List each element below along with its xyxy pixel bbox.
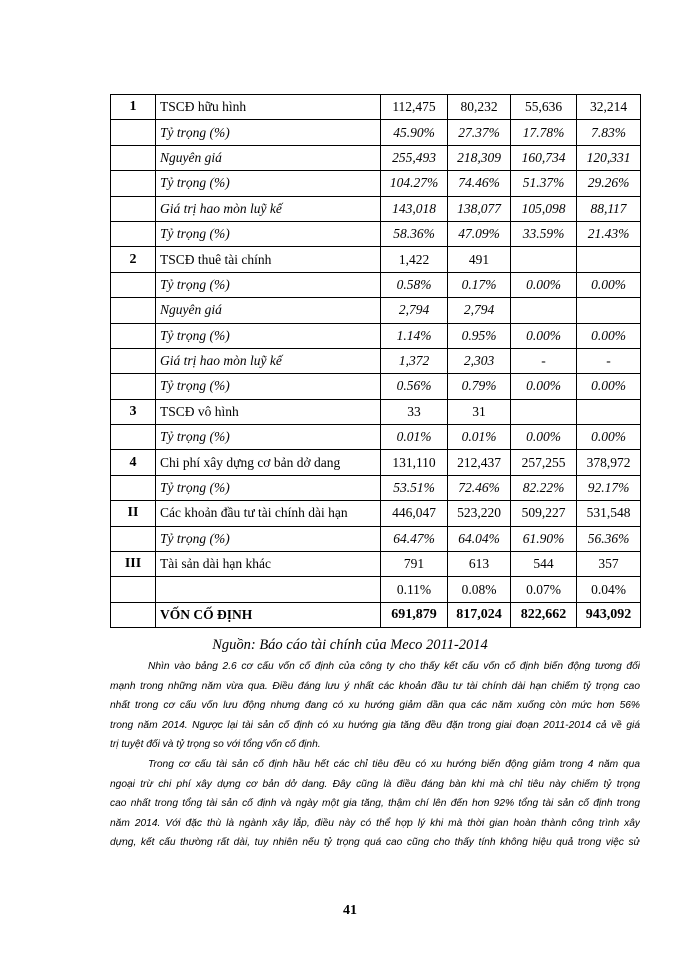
value-cell-year-1: 0.56%: [381, 374, 448, 399]
table-row: [111, 323, 641, 348]
value-cell-year-3: [511, 247, 577, 272]
value-cell-year-4: 21.43%: [577, 221, 641, 246]
value-cell-year-3: 160,734: [511, 145, 577, 170]
value-cell-year-1: 58.36%: [381, 221, 448, 246]
row-index-cell: [111, 602, 156, 627]
table-row: [111, 348, 641, 373]
value-cell-year-1: 446,047: [381, 501, 448, 526]
value-cell-year-2: 0.08%: [448, 577, 511, 602]
value-cell-year-2: 27.37%: [448, 120, 511, 145]
value-cell-year-1: 255,493: [381, 145, 448, 170]
fixed-capital-table: [110, 94, 641, 628]
value-cell-year-3: 509,227: [511, 501, 577, 526]
value-cell-year-2: 138,077: [448, 196, 511, 221]
value-cell-year-4: -: [577, 348, 641, 373]
value-cell-year-3: 33.59%: [511, 221, 577, 246]
table-row: [111, 247, 641, 272]
value-cell-year-3: [511, 399, 577, 424]
row-index-cell: [111, 171, 156, 196]
value-cell-year-3: -: [511, 348, 577, 373]
value-cell-year-2: 491: [448, 247, 511, 272]
value-cell-year-2: 72.46%: [448, 475, 511, 500]
row-label-cell: Tài sản dài hạn khác: [156, 552, 381, 577]
paragraph-line: Nhìn vào bảng 2.6 cơ cấu vốn cố định của công ty cho thấy kết cấu vốn cố định biến động tương đối: [148, 661, 640, 672]
value-cell-year-3: 822,662: [511, 602, 577, 627]
value-cell-year-2: 523,220: [448, 501, 511, 526]
paragraph-line: cao nhất trong tổng tài sản cố định và ngày một gia tăng, thậm chí lên đến hơn 92% tổng tài sản cố định trong: [110, 798, 640, 810]
row-index-cell: [111, 120, 156, 145]
value-cell-year-2: 64.04%: [448, 526, 511, 551]
row-label-cell: Tỷ trọng (%): [156, 221, 381, 246]
value-cell-year-2: 212,437: [448, 450, 511, 475]
row-label-cell: Giá trị hao mòn luỹ kế: [156, 348, 381, 373]
row-index-cell: 1: [111, 95, 156, 120]
value-cell-year-4: 7.83%: [577, 120, 641, 145]
table-row: [111, 374, 641, 399]
value-cell-year-1: 64.47%: [381, 526, 448, 551]
value-cell-year-4: 88,117: [577, 196, 641, 221]
value-cell-year-1: 0.11%: [381, 577, 448, 602]
value-cell-year-4: [577, 298, 641, 323]
value-cell-year-4: 531,548: [577, 501, 641, 526]
value-cell-year-1: 691,879: [381, 602, 448, 627]
value-cell-year-3: 105,098: [511, 196, 577, 221]
value-cell-year-3: 61.90%: [511, 526, 577, 551]
row-label-cell: Tỷ trọng (%): [156, 374, 381, 399]
value-cell-year-4: 0.00%: [577, 425, 641, 450]
value-cell-year-2: 0.79%: [448, 374, 511, 399]
row-index-cell: [111, 323, 156, 348]
row-index-cell: [111, 272, 156, 297]
row-index-cell: 2: [111, 247, 156, 272]
table-row: [111, 602, 641, 627]
value-cell-year-2: 2,303: [448, 348, 511, 373]
value-cell-year-4: 0.00%: [577, 374, 641, 399]
value-cell-year-4: 357: [577, 552, 641, 577]
table-row: [111, 425, 641, 450]
row-label-cell: Các khoản đầu tư tài chính dài hạn: [156, 501, 381, 526]
value-cell-year-1: 112,475: [381, 95, 448, 120]
value-cell-year-4: [577, 399, 641, 424]
value-cell-year-3: 544: [511, 552, 577, 577]
table-row: [111, 501, 641, 526]
table-row: [111, 120, 641, 145]
value-cell-year-2: 0.01%: [448, 425, 511, 450]
table-row: [111, 221, 641, 246]
value-cell-year-1: 53.51%: [381, 475, 448, 500]
row-index-cell: 4: [111, 450, 156, 475]
value-cell-year-4: 0.04%: [577, 577, 641, 602]
table-row: [111, 298, 641, 323]
row-label-cell: Nguyên giá: [156, 298, 381, 323]
value-cell-year-3: 82.22%: [511, 475, 577, 500]
value-cell-year-4: 0.00%: [577, 323, 641, 348]
row-label-cell: Nguyên giá: [156, 145, 381, 170]
row-label-cell: Tỷ trọng (%): [156, 475, 381, 500]
paragraph-line: năm 2014. Với đặc thù là ngành xây lắp, điều này có thể hợp lý khi mà thời gian hoàn thành công trình xây: [110, 817, 640, 829]
row-label-cell: Tỷ trọng (%): [156, 526, 381, 551]
value-cell-year-1: 33: [381, 399, 448, 424]
value-cell-year-4: 32,214: [577, 95, 641, 120]
row-index-cell: [111, 425, 156, 450]
row-label-cell: Giá trị hao mòn luỹ kế: [156, 196, 381, 221]
value-cell-year-1: 104.27%: [381, 171, 448, 196]
value-cell-year-3: 17.78%: [511, 120, 577, 145]
value-cell-year-4: 29.26%: [577, 171, 641, 196]
paragraph-line: ngoại trừ chi phí xây dựng cơ bản dở dang. Đây cũng là điều đáng bàn khi mà chỉ tiêu này chiếm tỷ trọng: [110, 778, 640, 790]
value-cell-year-1: 0.01%: [381, 425, 448, 450]
value-cell-year-1: 45.90%: [381, 120, 448, 145]
table-row: [111, 475, 641, 500]
value-cell-year-1: 0.58%: [381, 272, 448, 297]
value-cell-year-3: 55,636: [511, 95, 577, 120]
row-index-cell: [111, 348, 156, 373]
value-cell-year-3: 0.07%: [511, 577, 577, 602]
table-row: [111, 145, 641, 170]
value-cell-year-2: 817,024: [448, 602, 511, 627]
row-index-cell: [111, 577, 156, 602]
table-row: [111, 171, 641, 196]
row-label-cell: TSCĐ thuê tài chính: [156, 247, 381, 272]
value-cell-year-2: 2,794: [448, 298, 511, 323]
value-cell-year-3: 0.00%: [511, 323, 577, 348]
row-label-cell: TSCĐ hữu hình: [156, 95, 381, 120]
value-cell-year-3: [511, 298, 577, 323]
paragraph-line: trị tuyệt đối và tỷ trọng so với tổng vốn cố định.: [110, 739, 321, 751]
value-cell-year-4: 378,972: [577, 450, 641, 475]
value-cell-year-1: 1.14%: [381, 323, 448, 348]
value-cell-year-3: 0.00%: [511, 272, 577, 297]
value-cell-year-2: 74.46%: [448, 171, 511, 196]
row-label-cell: TSCĐ vô hình: [156, 399, 381, 424]
row-index-cell: III: [111, 552, 156, 577]
value-cell-year-3: 0.00%: [511, 374, 577, 399]
table-row: [111, 450, 641, 475]
row-index-cell: [111, 475, 156, 500]
row-label-cell: [156, 577, 381, 602]
value-cell-year-2: 31: [448, 399, 511, 424]
value-cell-year-1: 1,422: [381, 247, 448, 272]
row-index-cell: [111, 298, 156, 323]
value-cell-year-3: 0.00%: [511, 425, 577, 450]
table-row: [111, 196, 641, 221]
row-index-cell: [111, 196, 156, 221]
value-cell-year-4: 943,092: [577, 602, 641, 627]
table-row: [111, 95, 641, 120]
row-label-cell: Tỷ trọng (%): [156, 323, 381, 348]
row-index-cell: 3: [111, 399, 156, 424]
table-row: [111, 552, 641, 577]
table-row: [111, 272, 641, 297]
value-cell-year-4: 56.36%: [577, 526, 641, 551]
table-row: [111, 526, 641, 551]
row-index-cell: [111, 374, 156, 399]
paragraph-line: dựng, kết cấu thường rất dài, tuy nhiên nếu tỷ trọng quá cao cũng cho thấy tính không hiệu quả trong việc sử: [110, 837, 640, 849]
value-cell-year-2: 0.95%: [448, 323, 511, 348]
value-cell-year-1: 1,372: [381, 348, 448, 373]
row-index-cell: II: [111, 501, 156, 526]
value-cell-year-1: 791: [381, 552, 448, 577]
value-cell-year-2: 0.17%: [448, 272, 511, 297]
table-row: [111, 399, 641, 424]
row-label-cell: Tỷ trọng (%): [156, 272, 381, 297]
row-label-cell: VỐN CỐ ĐỊNH: [156, 602, 381, 627]
value-cell-year-4: 0.00%: [577, 272, 641, 297]
value-cell-year-2: 218,309: [448, 145, 511, 170]
value-cell-year-2: 47.09%: [448, 221, 511, 246]
table-body: [111, 95, 641, 628]
row-index-cell: [111, 526, 156, 551]
row-label-cell: Chi phí xây dựng cơ bản dở dang: [156, 450, 381, 475]
page-number: 41: [343, 903, 357, 918]
value-cell-year-4: 120,331: [577, 145, 641, 170]
value-cell-year-3: 257,255: [511, 450, 577, 475]
value-cell-year-2: 80,232: [448, 95, 511, 120]
row-label-cell: Tỷ trọng (%): [156, 120, 381, 145]
value-cell-year-1: 143,018: [381, 196, 448, 221]
paragraph-line: Trong cơ cấu tài sản cố định hầu hết các chỉ tiêu đều có xu hướng biến động giảm trong 4 năm qua: [148, 759, 640, 770]
row-label-cell: Tỷ trọng (%): [156, 171, 381, 196]
paragraph-analysis-1: [110, 657, 640, 755]
value-cell-year-3: 51.37%: [511, 171, 577, 196]
paragraph-line: mạnh trong những năm vừa qua. Điều đáng lưu ý nhất các khoản đầu tư tài chính dài hạn chiếm tỷ trọng cao: [110, 680, 640, 692]
row-index-cell: [111, 221, 156, 246]
value-cell-year-2: 613: [448, 552, 511, 577]
row-index-cell: [111, 145, 156, 170]
paragraph-line: trong năm 2014. Ngược lại tài sản cố định có xu hướng gia tăng đều đặn trong giai đoạn 2011-2014 cả về giá: [110, 719, 640, 731]
value-cell-year-1: 2,794: [381, 298, 448, 323]
value-cell-year-4: 92.17%: [577, 475, 641, 500]
paragraph-line: nhất trong cơ cấu vốn lưu động nhưng đang có xu hướng giảm dần qua các năm xuống còn mức hơn 56%: [110, 700, 640, 712]
table-row: [111, 577, 641, 602]
value-cell-year-4: [577, 247, 641, 272]
table-source-caption: Nguồn: Báo cáo tài chính của Meco 2011-2014: [212, 637, 488, 653]
value-cell-year-1: 131,110: [381, 450, 448, 475]
paragraph-analysis-2: [110, 755, 640, 853]
row-label-cell: Tỷ trọng (%): [156, 425, 381, 450]
